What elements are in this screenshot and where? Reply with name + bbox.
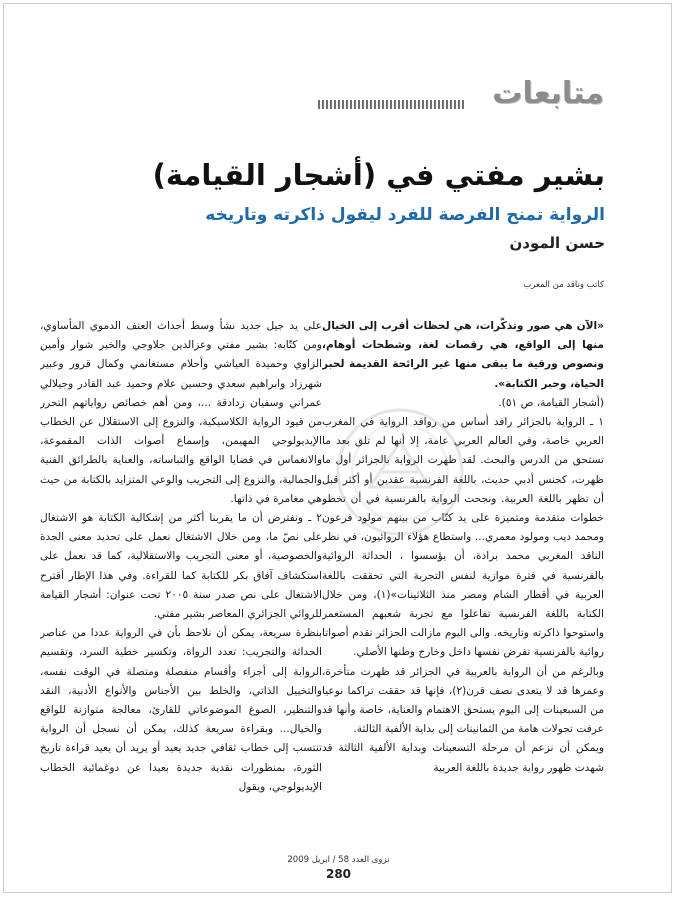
left-text-column	[40, 317, 322, 857]
article-subheadline: الرواية تمنح الفرصة للفرد ليقول ذاكرته وتاريخه	[205, 205, 605, 225]
right-text-column	[322, 317, 604, 857]
issue-info: نزوى العدد 58 / ابريل 2009	[287, 855, 390, 865]
article-author: حسن المودن	[509, 234, 605, 252]
body-paragraph: بنظرة سريعة، يمكن أن نلاحظ بأن في الرواية عددا من عناصر الحداثة والتجريب: تعدد الرواة، وتكسير خطية السرد، وتقسيم الرواية إلى أجزاء وأقسام منفصلة ومتصلة في الوقت نفسه، والتخييل الذاتي، والخلط بين الأجناس والأنواع الأدبية، النقد والتنظير، الصوغ الموضوعاتي للقارئ، معالجة متوازنة للواقع والخيال... وبقراءة سريعة كذلك، يمكن أن نسجل أن الرواية تنتسب إلى خطاب ثقافي جديد يعيد أو يريد أن يعيد قراءة تاريخ الثورة، بمنظورات نقدية جديدة بعيدا عن دوغمائية الخطاب الإيديولوجي، ويقول	[40, 627, 322, 793]
body-paragraph: ١ ـ الرواية بالجزائر رافد أساس من روافد الرواية في المغرب العربي خاصة، وفي العالم العربي عامة، إلا أنها لم تلق بعد ما تستحق من الدرس والبحث. لقد ظهرت الرواية بالجزائر أول ما ظهرت، كجنس أدبي حديث، باللغة الفرنسية عقدين أو أكثر قبل أن تظهر باللغة العربية. ونجحت الرواية بالفرنسية في أن تخطو خطوات متقدمة ومتميزة على يد كتّاب من بينهم مولود فرعون ومحمد ديب ومولود معمري... واستطاع هؤلاء الروائيون، في نظر الناقد المغربي محمد برادة، أن يؤسسوا ، الحداثة الروائية بالفرنسية في فترة موازية لنفس التجربة التي تحققت باللغة العربية في أقطار الشام ومصر منذ الثلاثينات»(١)، ومن خلال الكتابة باللغة الفرنسية تفاعلوا مع تجربة شعبهم المستعمر واستوحوا ذاكرته وتاريخه. والى اليوم مازالت الجزائر تقدم أصواتا روائية بالفرنسية تفرض نفسها داخل وخارج وطنها الأصلي.	[322, 416, 604, 659]
page-number: 280	[325, 867, 352, 881]
body-paragraph: وبالرغم من أن الرواية بالعربية في الجزائر قد ظهرت متأخرة، وعمرها قد لا يتعدى نصف قرن(٢)، فإنها قد حققت تراكما نوعيا من السبعينات إلى اليوم يستحق الاهتمام والعناية، خاصة وأنها قد عرفت تحولات هامة من الثمانينات إلى بداية الألفية الثالثة.	[322, 665, 604, 736]
epigraph-source: (أشجار القيامة، ص ٥١).	[498, 396, 604, 409]
section-title: متابعات	[492, 76, 604, 111]
section-divider	[318, 100, 464, 109]
epigraph-quote: «الآن هي صور وتذكُّرات، هي لحظات أقرب إلى الخيال منها إلى الواقع، هي رقصات لغة، وشطحات أوهام، ونصوص ورقية ما يبقى منها غير الرائحة القديمة لحبر الحياة، وحبر الكتابة».	[322, 320, 604, 390]
body-paragraph: ٢ ـ ونفترض أن ما يقربنا أكثر من إشكالية الكتابة هو الاشتغال على نصّ ما، ومن خلال الاشتغال نعمل على تحديد معنى الجدة والخصوصية، أو معنى التجريب والاستقلالية، كما قد نعمل على استكشاف آفاق بكر للكتابة كما للقراءة. وفي هذا الإطار أقترح الاشتغال على نص صدر سنة ٢٠٠٥ تحت عنوان: أشجار القيامة للروائي الجزائري المعاصر بشير مفتي.	[40, 512, 322, 621]
article-headline: بشير مفتي في (أشجار القيامة)	[152, 158, 605, 192]
author-bio: كاتب وناقد من المغرب	[523, 280, 604, 290]
body-paragraph: على يد جيل جديد نشأ وسط أحداث العنف الدموي المأساوي، ومن كتّابه: بشير مفتي وعزالدين جلاوجي والخير شوار وأمين الزاوي وحميدة العياشي وأحلام مستغانمي وكمال قرور وعبير شهرزاد وابراهيم سعدي وحسين علام وحميد عبد القادر وجيلالي عمراني وسفيان زدادقة ...، ومن أهم خصائص رواياتهم التحرر من قيود الرواية الكلاسيكية، والنزوع إلى الاستقلال عن الخطاب الإيديولوجي المهيمن، وإسماع أصوات الذات المقموعة، والانغماس في قضايا الواقع والتباساته، والعناية بالطرائق الفنية والجمالية، والنزوع إلى التجريب والوعي المتزايد بالكتابة من حيث هي مغامرة في ذاتها.	[40, 320, 322, 505]
body-paragraph: ويمكن أن نزعم أن مرحلة التسعينات وبداية الألفية الثالثة قد شهدت ظهور رواية جديدة باللغة العربية	[322, 742, 604, 774]
